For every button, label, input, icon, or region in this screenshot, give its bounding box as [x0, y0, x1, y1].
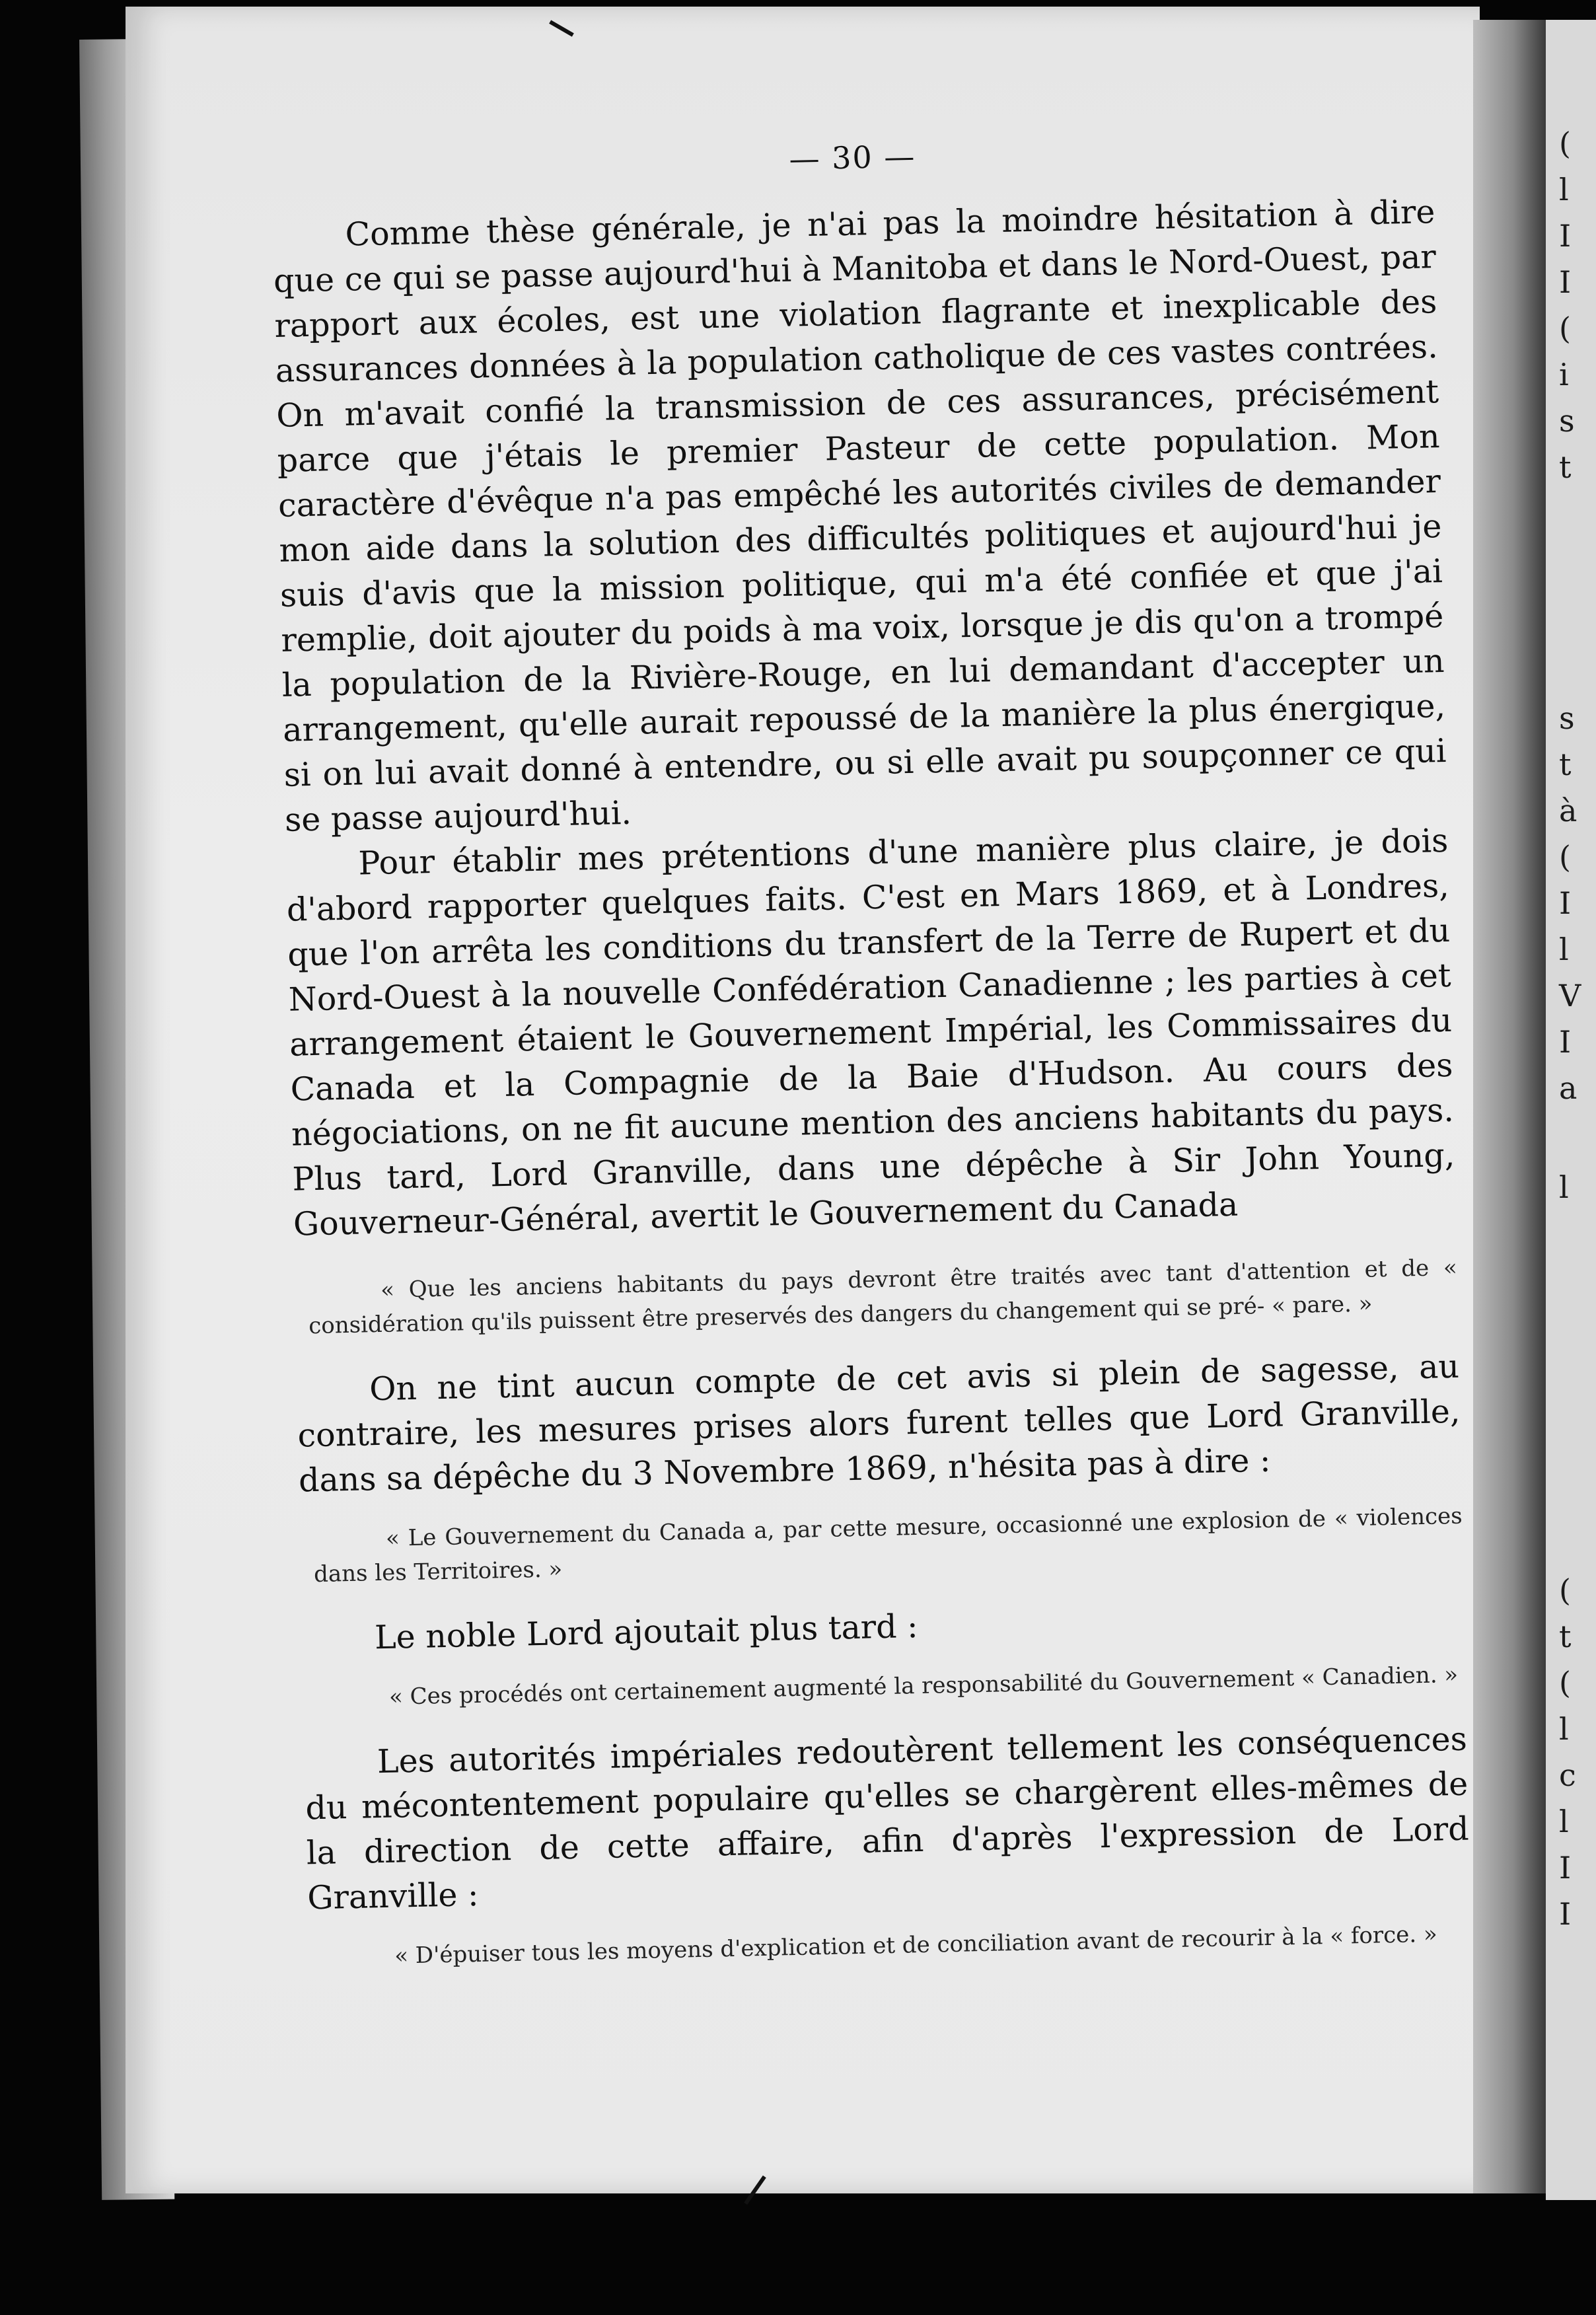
adjacent-page-fragment: (	[1559, 126, 1571, 161]
body-paragraph: Pour établir mes prétentions d'une manière plus claire, je dois d'abord rapporter quelques faits. C'est en Mars 1869, et à Londres, que l'on arrêta les conditions du transfert de la Terre de Rupert et du Nord-Ouest à la nouvelle Confédération Canadienne ; les parties à cet arrangement étaient le Gouvernement Impérial, les Commissaires du Canada et la Compagnie de la Baie d'Hudson. Au cours des négociations, on ne fit aucune mention des anciens habitants du pays. Plus tard, Lord Granville, dans une dépêche à Sir John Young, Gouverneur-Général, avertit le Gouvernement du Canada	[286, 821, 1455, 1243]
adjacent-page-fragment: a	[1559, 1070, 1578, 1106]
adjacent-page-fragment: c	[1559, 1757, 1576, 1793]
adjacent-page-fragment: l	[1559, 1804, 1569, 1839]
adjacent-page-fragment: s	[1559, 403, 1575, 439]
block-quote: « D'épuiser tous les moyens d'explication et de conciliation avant de recourir à la « force. »	[394, 1921, 1438, 1969]
body-paragraph: On ne tint aucun compte de cet avis si plein de sagesse, au contraire, les mesures prises alors furent telles que Lord Granville, dans sa dépêche du 3 Novembre 1869, n'hésita pas à dire :	[297, 1347, 1461, 1500]
adjacent-page-fragment: (	[1559, 311, 1571, 346]
adjacent-page-fragment: I	[1559, 1896, 1572, 1932]
adjacent-page-fragment: l	[1559, 932, 1569, 967]
adjacent-page-fragment: s	[1559, 700, 1575, 736]
adjacent-page-fragment: (	[1559, 839, 1571, 875]
adjacent-page-fragment: l	[1559, 1169, 1569, 1205]
adjacent-page-fragment: I	[1559, 218, 1572, 254]
adjacent-page-fragment: V	[1559, 978, 1581, 1013]
adjacent-page-fragment: I	[1559, 1024, 1572, 1060]
adjacent-page-fragment: t	[1559, 449, 1572, 485]
body-paragraph: Le noble Lord ajoutait plus tard :	[374, 1607, 919, 1657]
adjacent-page-fragment: I	[1559, 1850, 1572, 1886]
adjacent-page-fragment: I	[1559, 264, 1572, 300]
adjacent-page-fragment: (	[1559, 1572, 1571, 1608]
page-gutter-shadow	[1473, 20, 1546, 2193]
adjacent-page-fragment: t	[1559, 1619, 1572, 1654]
block-quote: « Que les anciens habitants du pays devront être traités avec tant d'attention et de « considération qu'ils puissent être preservés des dangers du changement qui se pré- « pare. »	[308, 1254, 1458, 1340]
block-quote: « Le Gouvernement du Canada a, par cette mesure, occasionné une explosion de « violences dans les Territoires. »	[313, 1502, 1463, 1588]
adjacent-page-fragment: i	[1559, 357, 1569, 392]
adjacent-page-fragment: I	[1559, 885, 1572, 921]
adjacent-page-fragment: l	[1559, 172, 1569, 207]
adjacent-page-fragment: t	[1559, 747, 1572, 782]
adjacent-page-fragment: l	[1559, 1711, 1569, 1747]
body-paragraph: Les autorités impériales redoutèrent tellement les conséquences du mécontentement populaire qu'elles se chargèrent elles-mêmes de la direction de cette affaire, afin d'après l'expression de Lord Granville :	[305, 1720, 1470, 1917]
adjacent-page-fragment: à	[1559, 793, 1578, 828]
body-paragraph: Comme thèse générale, je n'ai pas la moindre hésitation à dire que ce qui se passe aujourd'hui à Manitoba et dans le Nord-Ouest, par rapport aux écoles, est une violation flagrante et inexplicable des assurances données à la population catholique de ces vastes contrées. On m'avait confié la transmission de ces assurances, précisément parce que j'étais le premier Pasteur de cette population. Mon caractère d'évêque n'a pas empêché les autorités civiles de demander mon aide dans la solution des difficultés politiques et aujourd'hui je suis d'avis que la mission politique, qui m'a été confiée et que j'ai remplie, doit ajouter du poids à ma voix, lorsque je dis qu'on a trompé la population de la Rivière-Rouge, en lui demandant d'accepter un arrangement, qu'elle aurait repoussé de la manière la plus énergique, si on lui avait donné à entendre, ou si elle avait pu soupçonner ce qui se passe aujourd'hui.	[273, 193, 1447, 839]
block-quote: « Ces procédés ont certainement augmenté la responsabilité du Gouvernement « Canadien. »	[388, 1661, 1459, 1710]
adjacent-page-sliver	[1546, 20, 1596, 2200]
page-number: — 30 —	[788, 138, 916, 177]
page-text-block	[271, 128, 1472, 2000]
adjacent-page-fragment: (	[1559, 1665, 1571, 1701]
